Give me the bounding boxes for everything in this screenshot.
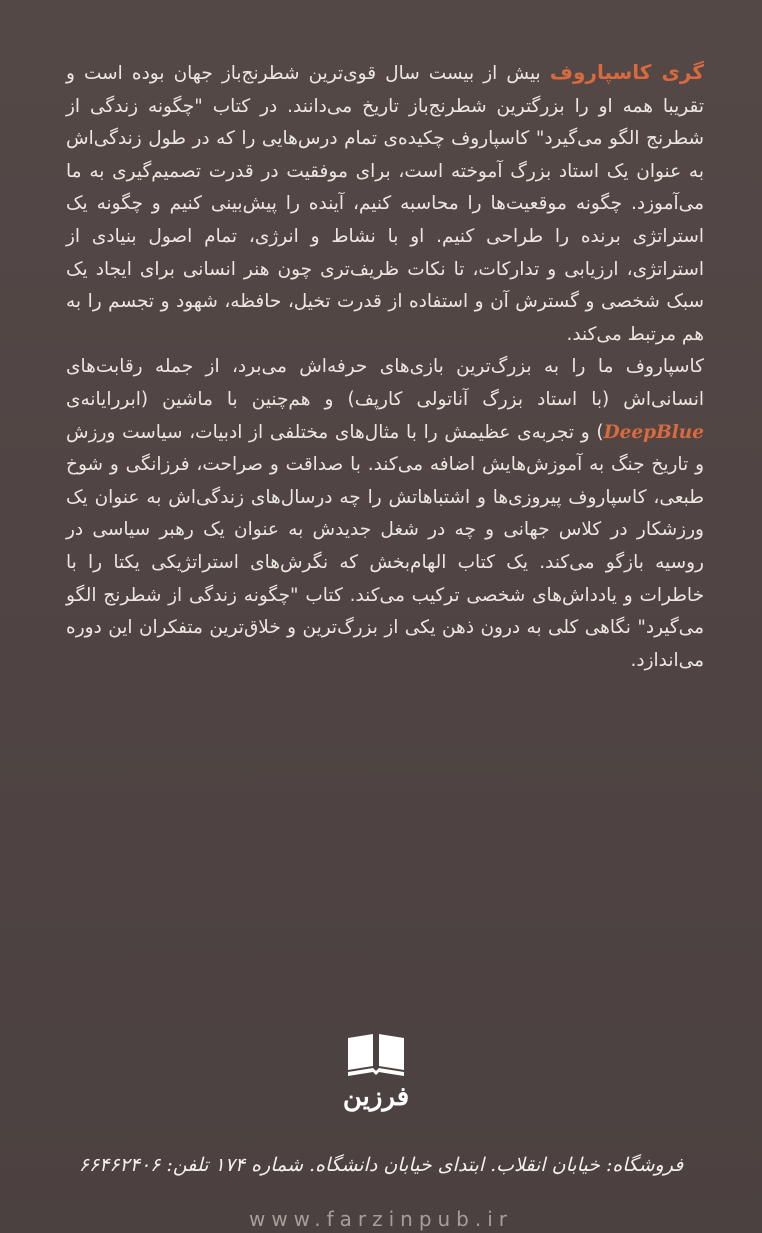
deep-blue-name: DeepBlue (603, 421, 704, 443)
open-book-icon (345, 1032, 407, 1078)
publisher-website: www.farzinpub.ir (248, 1207, 514, 1231)
description-paragraph-2-text-a: کاسپاروف ما را به بزرگ‌ترین بازی‌های حرفه‌اش می‌برد، از جمله رقابت‌های انسانی‌اش (با استاد بزرگ آناتولی کارپف) و هم‌چنین با ماشین (ابررایانه‌ی (66, 356, 704, 410)
description-paragraph-2 (66, 351, 704, 677)
description-paragraph-1 (66, 56, 704, 351)
store-address: فروشگاه: خیابان انقلاب. ابتدای خیابان دانشگاه. شماره ۱۷۴ تلفن: ۶۶۴۶۲۴۰۶ (78, 1154, 684, 1176)
description-paragraph-1-text: بیش از بیست سال قوی‌ترین شطرنج‌باز جهان بوده است و تقریبا همه او را بزرگترین شطرنج‌باز تاریخ می‌دانند. در کتاب "چگونه زندگی از شطرنج الگو می‌گیرد" کاسپاروف چکیده‌ی تمام درس‌هایی را که در طول زندگی‌اش به عنوان یک استاد بزرگ آموخته است، برای موفقیت در قدرت تصمیم‌گیری به ما می‌آموزد. چگونه موقعیت‌ها را محاسبه کنیم، آینده را پیش‌بینی کنیم و چگونه یک استراتژی برنده را طراحی کنیم. او با نشاط و انرژی، تمام اصول بنیادی از استراتژی، ارزیابی و تدارکات، تا نکات ظریف‌تری چون هنر انسانی برای ایجاد یک سبک شخصی و گسترش آن و استفاده از قدرت تخیل، حافظه، شهود و تجسم را به هم مرتبط می‌کند. (66, 63, 704, 345)
publisher-logo (331, 1032, 421, 1122)
publisher-name: فرزین (342, 1082, 410, 1112)
author-name: گری کاسپاروف (549, 60, 704, 84)
description-paragraph-2-text-b: ) و تجربه‌ی عظیمش را با مثال‌های مختلفی از ادبیات، سیاست ورزش و تاریخ جنگ به آموزش‌هایش اضافه می‌کند. با صداقت و صراحت، فرزانگی و شوخ طبعی، کاسپاروف پیروزی‌ها و اشتباهاتش را چه درسال‌های زندگی‌اش به عنوان یک ورزشکار در کلاس جهانی و چه در شغل جدیدش به عنوان یک رهبر سیاسی در روسیه بازگو می‌کند. یک کتاب الهام‌بخش که نگرش‌های استراتژیکی یکتا را با خاطرات و یادداش‌های شخصی ترکیب می‌کند. کتاب "چگونه زندگی از شطرنج الگو می‌گیرد" نگاهی کلی به درون ذهن یکی از بزرگ‌ترین و خلاق‌ترین متفکران این دوره می‌اندازد. (66, 421, 704, 671)
book-description (66, 56, 704, 677)
